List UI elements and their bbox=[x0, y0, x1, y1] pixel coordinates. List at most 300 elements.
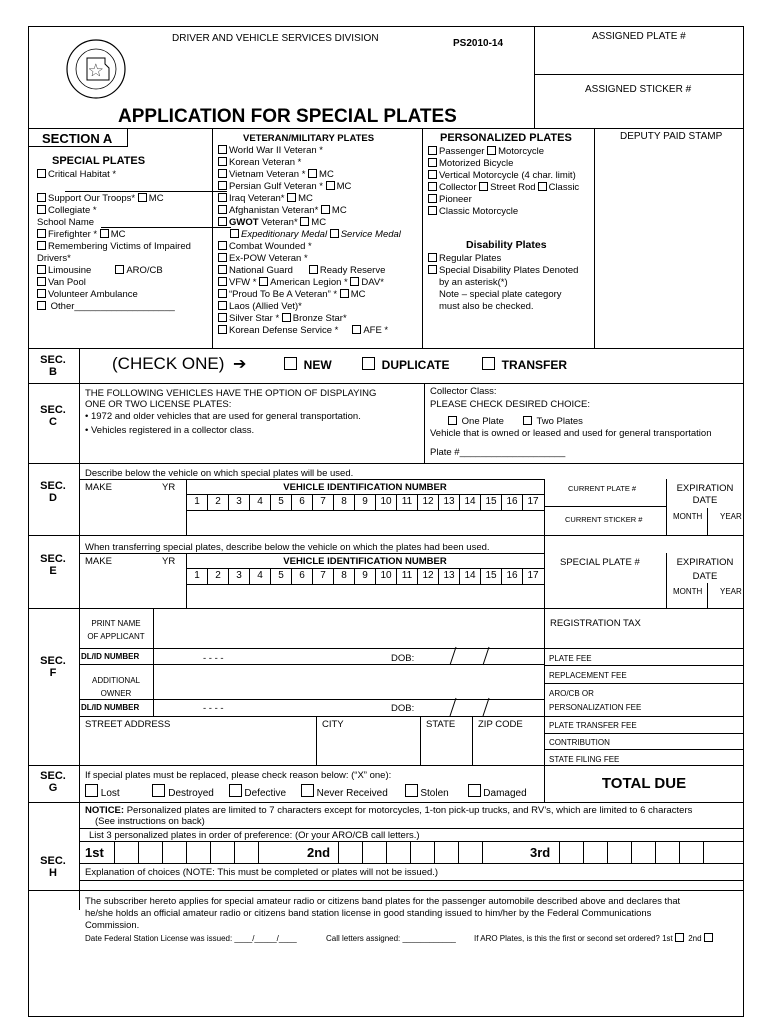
national-guard-label: National Guard bbox=[229, 265, 293, 276]
choice-character-box[interactable] bbox=[583, 842, 607, 863]
bronze-star-checkbox[interactable] bbox=[282, 313, 291, 322]
sec-g-label: SEC. G bbox=[40, 770, 66, 794]
vin-digit-cell: 7 bbox=[312, 569, 333, 584]
dl-id-label: DL/ID NUMBER bbox=[81, 652, 140, 661]
laos-checkbox[interactable] bbox=[218, 301, 227, 310]
rule bbox=[28, 890, 744, 891]
choice-character-box[interactable] bbox=[410, 842, 434, 863]
motorized-bicycle-label: Motorized Bicycle bbox=[439, 158, 514, 169]
vin-digit-cell: 3 bbox=[228, 569, 249, 584]
vin-digit-cell: 15 bbox=[480, 569, 501, 584]
rule bbox=[544, 749, 744, 750]
call-letters-field[interactable]: Call letters assigned: ____________ bbox=[326, 934, 456, 943]
regular-plates-checkbox[interactable] bbox=[428, 253, 437, 262]
afghanistan-mc-label: MC bbox=[331, 205, 347, 216]
second-set-checkbox[interactable] bbox=[704, 933, 713, 942]
plate-number-field[interactable]: Plate #____________________ bbox=[430, 447, 566, 458]
rule bbox=[424, 383, 425, 463]
sec-d-make: MAKE bbox=[85, 482, 112, 493]
two-plates-checkbox[interactable] bbox=[523, 416, 532, 425]
expeditionary-checkbox[interactable] bbox=[230, 229, 239, 238]
disability-note-3: must also be checked. bbox=[439, 301, 534, 312]
rule bbox=[79, 880, 744, 881]
lost-label: Lost bbox=[100, 788, 120, 799]
choice-character-box[interactable] bbox=[186, 842, 210, 863]
service-medal-label: Service Medal bbox=[340, 229, 401, 240]
firefighter-mc-label: MC bbox=[110, 229, 126, 240]
street-rod-checkbox[interactable] bbox=[479, 182, 488, 191]
gwot-veteran-label: Veteran* bbox=[261, 217, 298, 228]
vin-digit-cell: 17 bbox=[522, 569, 543, 584]
collegiate-label: Collegiate * bbox=[48, 205, 97, 216]
choice-character-box[interactable] bbox=[258, 842, 282, 863]
choice-character-box[interactable] bbox=[114, 842, 138, 863]
transfer-option[interactable] bbox=[482, 357, 567, 372]
expeditionary-label: Expeditionary Medal bbox=[241, 229, 328, 240]
never-received-label: Never Received bbox=[316, 788, 388, 799]
sec-d-date: DATE bbox=[692, 495, 718, 506]
sec-f-label: SEC. F bbox=[40, 655, 66, 679]
motorized-bicycle-checkbox[interactable] bbox=[428, 158, 437, 167]
special-disability-label: Special Disability Plates Denoted bbox=[439, 265, 579, 276]
damaged-label: Damaged bbox=[483, 788, 527, 799]
list-three-instruction: List 3 personalized plates in order of preference: (Or your ARO/CB call letters.) bbox=[89, 830, 420, 841]
support-troops-mc-checkbox[interactable] bbox=[138, 193, 147, 202]
new-checkbox[interactable] bbox=[284, 357, 297, 370]
rule bbox=[594, 128, 595, 348]
city-label: CITY bbox=[322, 719, 344, 730]
veteran-heading: VETERAN/MILITARY PLATES bbox=[243, 133, 375, 144]
subscriber-text-3: Commission. bbox=[85, 919, 140, 930]
rule bbox=[28, 608, 744, 609]
sec-d-month: MONTH bbox=[673, 512, 703, 521]
national-guard-checkbox[interactable] bbox=[218, 265, 227, 274]
duplicate-checkbox[interactable] bbox=[362, 357, 375, 370]
rule bbox=[28, 128, 744, 129]
sec-c-intro-2: ONE OR TWO LICENSE PLATES: bbox=[85, 399, 232, 410]
rule bbox=[186, 584, 544, 585]
never-received-checkbox[interactable] bbox=[301, 784, 314, 797]
american-legion-checkbox[interactable] bbox=[259, 277, 268, 286]
korean-defense-checkbox[interactable] bbox=[218, 325, 227, 334]
choice-character-box[interactable] bbox=[703, 842, 727, 863]
new-label: NEW bbox=[303, 358, 332, 372]
state-label: STATE bbox=[426, 719, 456, 730]
additional-owner-label: ADDITIONAL bbox=[91, 676, 140, 685]
current-plate-label: CURRENT PLATE # bbox=[568, 484, 637, 493]
gwot-mc-label: MC bbox=[311, 217, 327, 228]
rule bbox=[28, 463, 744, 464]
iraq-checkbox[interactable] bbox=[218, 193, 227, 202]
vin-digit-cell: 1 bbox=[186, 569, 207, 584]
rule bbox=[544, 733, 744, 734]
zip-code-label: ZIP CODE bbox=[478, 719, 523, 730]
silver-star-checkbox[interactable] bbox=[218, 313, 227, 322]
vin-digit-cell: 2 bbox=[207, 495, 228, 510]
rule bbox=[28, 383, 744, 384]
iraq-mc-checkbox[interactable] bbox=[287, 193, 296, 202]
choice-character-box[interactable] bbox=[338, 842, 362, 863]
deputy-paid-stamp: DEPUTY PAID STAMP bbox=[620, 131, 723, 142]
classic-motorcycle-checkbox[interactable] bbox=[428, 206, 437, 215]
vin-digit-cell: 16 bbox=[501, 569, 522, 584]
bronze-star-label: Bronze Star* bbox=[292, 313, 347, 324]
choice-character-box[interactable] bbox=[607, 842, 631, 863]
vietnam-mc-checkbox[interactable] bbox=[308, 169, 317, 178]
korean-label: Korean Veteran * bbox=[229, 157, 302, 168]
vin-digit-cell: 15 bbox=[480, 495, 501, 510]
vin-digit-cell: 16 bbox=[501, 495, 522, 510]
rule bbox=[420, 716, 421, 765]
of-applicant-label: OF APPLICANT bbox=[87, 632, 145, 641]
volunteer-ambulance-checkbox[interactable] bbox=[37, 289, 46, 298]
dav-checkbox[interactable] bbox=[350, 277, 359, 286]
proud-veteran-checkbox[interactable] bbox=[218, 289, 227, 298]
explanation-label: Explanation of choices (NOTE: This must be completed or plates will not be issued.) bbox=[85, 867, 439, 878]
silver-star-label: Silver Star * bbox=[229, 313, 280, 324]
sec-e-describe: When transferring special plates, describe below the vehicle on which the plates had been used. bbox=[85, 542, 490, 553]
afghanistan-checkbox[interactable] bbox=[218, 205, 227, 214]
lost-checkbox[interactable] bbox=[85, 784, 98, 797]
state-filing-fee-label: STATE FILING FEE bbox=[549, 755, 620, 764]
plate-transfer-fee-label: PLATE TRANSFER FEE bbox=[549, 721, 637, 730]
rule bbox=[28, 535, 744, 536]
assigned-plate-label: ASSIGNED PLATE # bbox=[592, 31, 686, 42]
replacement-instruction: If special plates must be replaced, please check reason below: (“X” one): bbox=[85, 770, 392, 781]
defective-label: Defective bbox=[244, 788, 287, 799]
choice-character-box[interactable] bbox=[559, 842, 583, 863]
sec-e-expiration: EXPIRATION bbox=[676, 557, 734, 568]
subscriber-text-2: he/she holds an official amateur radio or citizens band station license in good standing issued to him/her by the Federal Communications bbox=[85, 907, 652, 918]
total-due-label: TOTAL DUE bbox=[601, 775, 687, 792]
vin-digit-cell: 17 bbox=[522, 495, 543, 510]
transfer-label: TRANSFER bbox=[501, 358, 568, 372]
rule bbox=[79, 828, 744, 829]
dob-label-2: DOB: bbox=[391, 703, 415, 714]
school-name-line bbox=[101, 227, 231, 228]
vin-digit-cell: 14 bbox=[459, 495, 480, 510]
special-plate-label: SPECIAL PLATE # bbox=[560, 557, 640, 568]
sec-e-make: MAKE bbox=[85, 556, 112, 567]
critical-habitat-label: Critical Habitat * bbox=[48, 169, 117, 180]
vietnam-checkbox[interactable] bbox=[218, 169, 227, 178]
sec-e-label: SEC. E bbox=[40, 553, 66, 577]
vin-digit-cell: 11 bbox=[396, 495, 417, 510]
arrow-icon: ➔ bbox=[233, 356, 247, 373]
vin-digit-cell: 8 bbox=[333, 569, 354, 584]
sec-e-year: YEAR bbox=[720, 587, 742, 596]
vin-digit-cell: 12 bbox=[417, 569, 438, 584]
vin-digit-cell: 11 bbox=[396, 569, 417, 584]
choice-character-box[interactable] bbox=[138, 842, 162, 863]
firefighter-mc-checkbox[interactable] bbox=[100, 229, 109, 238]
limousine-checkbox[interactable] bbox=[37, 265, 46, 274]
rule bbox=[544, 716, 744, 717]
stolen-label: Stolen bbox=[420, 788, 449, 799]
passenger-checkbox[interactable] bbox=[428, 146, 437, 155]
rule bbox=[544, 479, 545, 608]
gwot-label: GWOT bbox=[229, 217, 259, 228]
aro-cb-fee-label: ARO/CB OR bbox=[549, 689, 594, 698]
ready-reserve-checkbox[interactable] bbox=[309, 265, 318, 274]
regular-plates-label: Regular Plates bbox=[439, 253, 502, 264]
korean-defense-label: Korean Defense Service * bbox=[229, 325, 339, 336]
sec-h-label: SEC. H bbox=[40, 855, 66, 879]
classic-motorcycle-label: Classic Motorcycle bbox=[439, 206, 519, 217]
vin-digit-cell: 5 bbox=[270, 495, 291, 510]
vertical-motorcycle-checkbox[interactable] bbox=[428, 170, 437, 179]
vin-digit-cell: 13 bbox=[438, 569, 459, 584]
firefighter-checkbox[interactable] bbox=[37, 229, 46, 238]
vfw-checkbox[interactable] bbox=[218, 277, 227, 286]
plate-fee-label: PLATE FEE bbox=[549, 654, 592, 663]
sec-c-bullet-2: • Vehicles registered in a collector class. bbox=[85, 425, 255, 436]
ready-reserve-label: Ready Reserve bbox=[319, 265, 386, 276]
vin-digit-cell: 9 bbox=[354, 495, 375, 510]
ww2-label: World War II Veteran * bbox=[229, 145, 323, 156]
third-choice-label: 3rd bbox=[530, 845, 551, 860]
choice-character-box[interactable] bbox=[162, 842, 186, 863]
first-set-checkbox[interactable] bbox=[675, 933, 684, 942]
vin-digit-cell: 8 bbox=[333, 495, 354, 510]
stolen-checkbox[interactable] bbox=[405, 784, 418, 797]
vin-digit-cell: 9 bbox=[354, 569, 375, 584]
rule bbox=[28, 348, 744, 349]
rule bbox=[79, 716, 544, 717]
rule bbox=[79, 664, 544, 665]
rule bbox=[422, 128, 423, 348]
dl-id-label-2: DL/ID NUMBER bbox=[81, 703, 140, 712]
see-instructions: (See instructions on back) bbox=[95, 816, 205, 827]
street-rod-label: Street Rod bbox=[490, 182, 536, 193]
choice-character-box[interactable] bbox=[655, 842, 679, 863]
check-one-label: (CHECK ONE) bbox=[112, 354, 225, 373]
collector-checkbox[interactable] bbox=[428, 182, 437, 191]
vin-digit-cell: 5 bbox=[270, 569, 291, 584]
iraq-mc-label: MC bbox=[298, 193, 313, 204]
sec-d-label: SEC. D bbox=[40, 480, 66, 504]
vin-digit-cell: 13 bbox=[438, 495, 459, 510]
destroyed-label: Destroyed bbox=[168, 788, 214, 799]
support-troops-label: Support Our Troops* bbox=[48, 193, 136, 204]
vin-digit-cell: 4 bbox=[249, 569, 270, 584]
form-number: PS2010-14 bbox=[453, 38, 504, 49]
vin-digit-cell: 12 bbox=[417, 495, 438, 510]
rule bbox=[79, 348, 80, 910]
page-title: APPLICATION FOR SPECIAL PLATES bbox=[118, 106, 457, 127]
support-troops-checkbox[interactable] bbox=[37, 193, 46, 202]
volunteer-ambulance-label: Volunteer Ambulance bbox=[48, 289, 138, 300]
choice-character-box[interactable] bbox=[210, 842, 234, 863]
rule bbox=[28, 765, 744, 766]
other-label: Other___________________ bbox=[50, 301, 175, 312]
drivers-label: Drivers* bbox=[37, 253, 71, 264]
service-medal-checkbox[interactable] bbox=[330, 229, 339, 238]
choice-character-box[interactable] bbox=[482, 842, 506, 863]
choice-character-box[interactable] bbox=[386, 842, 410, 863]
rule bbox=[28, 802, 744, 803]
sec-b-label: SEC. B bbox=[40, 354, 66, 378]
remembering-victims-label: Remembering Victims of Impaired bbox=[48, 241, 191, 252]
support-troops-mc-label: MC bbox=[148, 193, 164, 204]
passenger-label: Passenger bbox=[439, 146, 485, 157]
afe-label: AFE * bbox=[363, 325, 389, 336]
vin-digit-cell: 6 bbox=[291, 569, 312, 584]
vin-digit-cell: 6 bbox=[291, 495, 312, 510]
proud-veteran-mc-checkbox[interactable] bbox=[340, 289, 349, 298]
ex-pow-checkbox[interactable] bbox=[218, 253, 227, 262]
afghanistan-label: Afghanistan Veteran* bbox=[229, 205, 319, 216]
critical-habitat-checkbox[interactable] bbox=[37, 169, 46, 178]
owner-label: OWNER bbox=[100, 689, 132, 698]
dl-id-field-2[interactable]: - - - - bbox=[203, 703, 224, 714]
pioneer-label: Pioneer bbox=[439, 194, 472, 205]
second-choice-label: 2nd bbox=[307, 845, 331, 860]
sec-e-vin-heading: VEHICLE IDENTIFICATION NUMBER bbox=[283, 556, 447, 567]
destroyed-checkbox[interactable] bbox=[152, 784, 165, 797]
rule bbox=[707, 508, 708, 535]
sec-c-intro-1: THE FOLLOWING VEHICLES HAVE THE OPTION OF DISPLAYING bbox=[85, 388, 377, 399]
print-name-label: PRINT NAME bbox=[91, 619, 141, 628]
dav-label: DAV* bbox=[361, 277, 384, 288]
sec-d-vin-heading: VEHICLE IDENTIFICATION NUMBER bbox=[283, 482, 447, 493]
vertical-motorcycle-label: Vertical Motorcycle (4 char. limit) bbox=[439, 170, 576, 181]
vfw-label: VFW * bbox=[229, 277, 257, 288]
plate-box-divider bbox=[534, 26, 535, 128]
persian-gulf-mc-label: MC bbox=[336, 181, 352, 192]
choice-character-box[interactable] bbox=[434, 842, 458, 863]
owned-leased-label: Vehicle that is owned or leased and used for general transportation bbox=[430, 428, 712, 439]
proud-veteran-mc-label: MC bbox=[350, 289, 366, 300]
subscriber-text-1: The subscriber hereto applies for special amateur radio or citizens band plates for the passenger automobile described above and declares that bbox=[85, 895, 681, 906]
defective-checkbox[interactable] bbox=[229, 784, 242, 797]
choice-character-box[interactable] bbox=[458, 842, 482, 863]
personalization-fee-label: PERSONALIZATION FEE bbox=[549, 703, 642, 712]
transfer-checkbox[interactable] bbox=[482, 357, 495, 370]
dl-id-field[interactable]: - - - - bbox=[203, 653, 224, 664]
please-check-label: PLEASE CHECK DESIRED CHOICE: bbox=[430, 399, 590, 410]
dob-slashes[interactable] bbox=[440, 646, 500, 671]
combat-wounded-label: Combat Wounded * bbox=[229, 241, 312, 252]
ex-pow-label: Ex-POW Veteran * bbox=[229, 253, 308, 264]
duplicate-label: DUPLICATE bbox=[381, 358, 450, 372]
sec-e-date: DATE bbox=[692, 571, 718, 582]
other-checkbox[interactable] bbox=[37, 301, 46, 310]
gwot-mc-checkbox[interactable] bbox=[300, 217, 309, 226]
contribution-label: CONTRIBUTION bbox=[549, 738, 610, 747]
limousine-label: Limousine bbox=[48, 265, 92, 276]
sec-d-describe: Describe below the vehicle on which special plates will be used. bbox=[85, 468, 354, 479]
van-pool-checkbox[interactable] bbox=[37, 277, 46, 286]
one-plate-checkbox[interactable] bbox=[448, 416, 457, 425]
vietnam-label: Vietnam Veteran * bbox=[229, 169, 306, 180]
damaged-checkbox[interactable] bbox=[468, 784, 481, 797]
aro-cb-label: ARO/CB bbox=[126, 265, 163, 276]
korean-checkbox[interactable] bbox=[218, 157, 227, 166]
motorcycle-checkbox[interactable] bbox=[487, 146, 496, 155]
classic-checkbox[interactable] bbox=[538, 182, 547, 191]
american-legion-label: American Legion * bbox=[270, 277, 348, 288]
vin-digit-cell: 10 bbox=[375, 495, 396, 510]
rule bbox=[544, 648, 744, 649]
rule bbox=[65, 191, 227, 192]
disability-heading: Disability Plates bbox=[466, 239, 547, 251]
afe-checkbox[interactable] bbox=[352, 325, 361, 334]
pioneer-checkbox[interactable] bbox=[428, 194, 437, 203]
vietnam-mc-label: MC bbox=[319, 169, 334, 180]
remembering-victims-checkbox[interactable] bbox=[37, 241, 46, 250]
iraq-label: Iraq Veteran* bbox=[229, 193, 285, 204]
school-name-label: School Name bbox=[37, 217, 95, 228]
aro-cb-checkbox[interactable] bbox=[115, 265, 124, 274]
two-plates-option[interactable]: Two Plates bbox=[523, 416, 583, 427]
vin-digit-cell: 4 bbox=[249, 495, 270, 510]
notice-text: NOTICE: Personalized plates are limited to 7 characters except for motorcycles, 1-ton pick-up trucks, and RV’s, which are limited to 6 characters bbox=[85, 805, 693, 816]
choice-character-box[interactable] bbox=[679, 842, 703, 863]
special-disability-checkbox[interactable] bbox=[428, 265, 437, 274]
license-issue-date[interactable]: Date Federal Station License was issued: ____/_____/____ bbox=[85, 934, 297, 943]
afghanistan-mc-checkbox[interactable] bbox=[321, 205, 330, 214]
classic-label: Classic bbox=[548, 182, 580, 193]
disability-note-1: by an asterisk(*) bbox=[439, 277, 508, 288]
choice-character-box[interactable] bbox=[234, 842, 258, 863]
sec-d-vin-grid bbox=[186, 495, 543, 510]
third-choice-boxes[interactable] bbox=[559, 842, 727, 863]
assigned-sticker-label: ASSIGNED STICKER # bbox=[585, 84, 692, 95]
persian-gulf-label: Persian Gulf Veteran * bbox=[229, 181, 323, 192]
personalized-heading: PERSONALIZED PLATES bbox=[440, 132, 572, 144]
sec-c-bullet-1: • 1972 and older vehicles that are used for general transportation. bbox=[85, 411, 361, 422]
motorcycle-label: Motorcycle bbox=[498, 146, 544, 157]
sec-e-vin-grid bbox=[186, 569, 543, 584]
new-option[interactable] bbox=[284, 357, 332, 372]
disability-note-2: Note – special plate category bbox=[439, 289, 562, 300]
choice-character-box[interactable] bbox=[362, 842, 386, 863]
choice-character-box[interactable] bbox=[631, 842, 655, 863]
ww2-checkbox[interactable] bbox=[218, 145, 227, 154]
vin-digit-cell: 1 bbox=[186, 495, 207, 510]
rule bbox=[79, 863, 744, 864]
combat-wounded-checkbox[interactable] bbox=[218, 241, 227, 250]
van-pool-label: Van Pool bbox=[48, 277, 86, 288]
rule bbox=[544, 506, 666, 507]
gwot-checkbox[interactable] bbox=[218, 217, 227, 226]
collegiate-checkbox[interactable] bbox=[37, 205, 46, 214]
registration-tax-label: REGISTRATION TAX bbox=[550, 618, 641, 629]
rule bbox=[212, 128, 213, 348]
rule bbox=[472, 716, 473, 765]
aro-set-question: If ARO Plates, is this the first or second set ordered? 1st 2nd bbox=[474, 933, 715, 944]
vin-digit-cell: 14 bbox=[459, 569, 480, 584]
special-plates-heading: SPECIAL PLATES bbox=[52, 155, 146, 167]
laos-label: Laos (Allied Vet)* bbox=[229, 301, 302, 312]
rule bbox=[186, 510, 544, 511]
replacement-fee-label: REPLACEMENT FEE bbox=[549, 671, 627, 680]
first-choice-boxes[interactable] bbox=[114, 842, 282, 863]
street-address-label: STREET ADDRESS bbox=[85, 719, 171, 730]
sec-e-month: MONTH bbox=[673, 587, 703, 596]
persian-gulf-checkbox[interactable] bbox=[218, 181, 227, 190]
sec-d-year: YEAR bbox=[720, 512, 742, 521]
persian-gulf-mc-checkbox[interactable] bbox=[326, 181, 335, 190]
sec-c-label: SEC. C bbox=[40, 404, 66, 428]
collector-class-label: Collector Class: bbox=[430, 386, 497, 397]
vin-digit-cell: 3 bbox=[228, 495, 249, 510]
vin-digit-cell: 2 bbox=[207, 569, 228, 584]
second-choice-boxes[interactable] bbox=[338, 842, 506, 863]
one-plate-option[interactable]: One Plate bbox=[448, 416, 504, 427]
duplicate-option[interactable] bbox=[362, 357, 449, 372]
